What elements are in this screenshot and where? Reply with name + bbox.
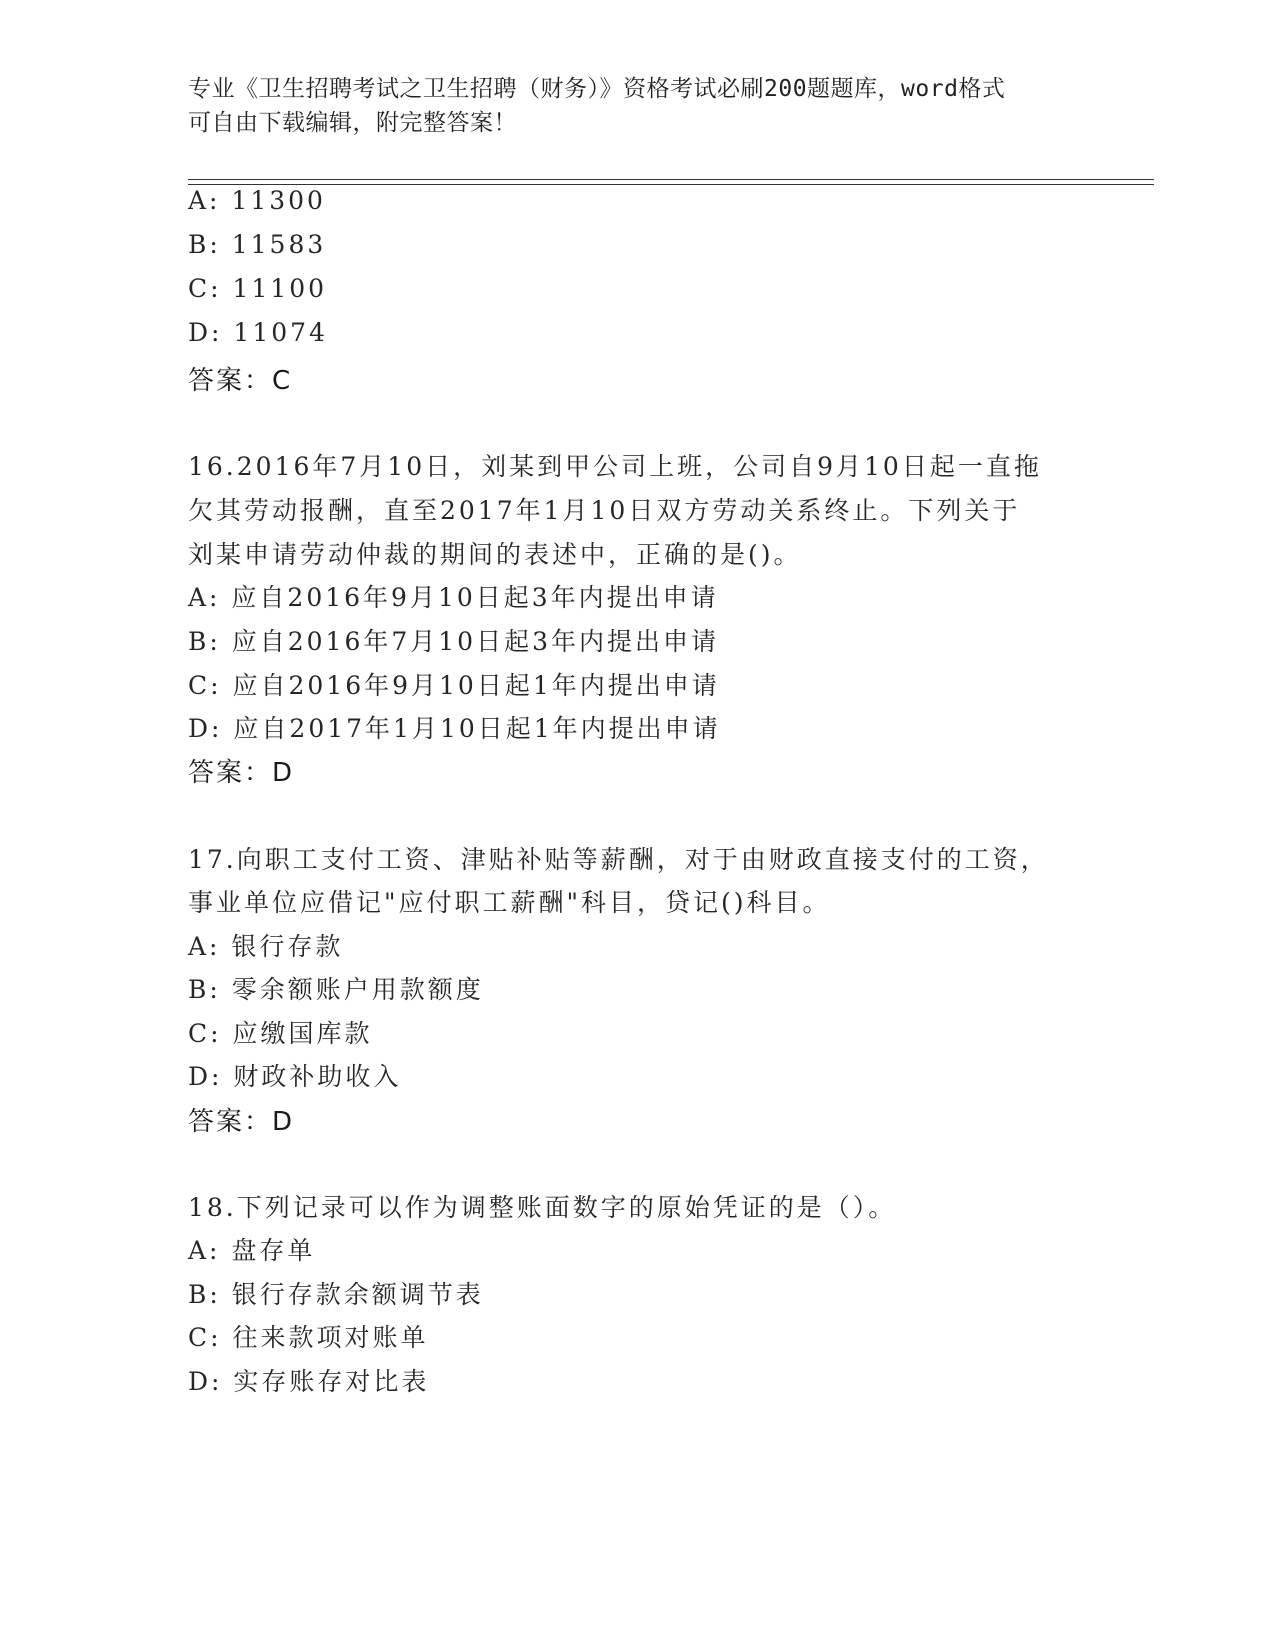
- q18-option-c: C: 往来款项对账单: [188, 1323, 429, 1352]
- q16-stem-line-1: 16.2016年7月10日，刘某到甲公司上班，公司自9月10日起一直拖: [188, 452, 1042, 481]
- q18-option-a: A: 盘存单: [188, 1236, 316, 1265]
- q17-option-a: A: 银行存款: [188, 932, 344, 961]
- header-line-1: 专业《卫生招聘考试之卫生招聘（财务）》资格考试必刷200题题库，word格式: [188, 76, 1006, 102]
- q15-option-c: C: 11100: [188, 274, 328, 303]
- header-divider: [188, 179, 1154, 185]
- document-header: [188, 72, 1088, 140]
- q18-option-b: B: 银行存款余额调节表: [188, 1280, 484, 1309]
- q17-stem-line-2: 事业单位应借记"应付职工薪酬"科目，贷记()科目。: [188, 888, 831, 917]
- q15-answer: 答案：C: [188, 366, 293, 396]
- q15-option-b: B: 11583: [188, 230, 327, 259]
- q17-answer: 答案：D: [188, 1107, 295, 1137]
- q17-option-c: C: 应缴国库款: [188, 1019, 373, 1048]
- q15-option-d: D: 11074: [188, 318, 328, 347]
- q17-option-b: B: 零余额账户用款额度: [188, 975, 484, 1004]
- header-line-2: 可自由下载编辑，附完整答案！: [188, 110, 517, 136]
- q16-option-c: C: 应自2016年9月10日起1年内提出申请: [188, 671, 720, 700]
- q15-option-a: A: 11300: [188, 186, 326, 215]
- q16-option-d: D: 应自2017年1月10日起1年内提出申请: [188, 714, 721, 743]
- q16-stem-line-2: 欠其劳动报酬，直至2017年1月10日双方劳动关系终止。下列关于: [188, 496, 1021, 525]
- q17-stem-line-1: 17.向职工支付工资、津贴补贴等薪酬，对于由财政直接支付的工资，: [188, 845, 1049, 874]
- q18-option-d: D: 实存账存对比表: [188, 1367, 430, 1396]
- q16-stem-line-3: 刘某申请劳动仲裁的期间的表述中，正确的是()。: [188, 540, 802, 569]
- q17-option-d: D: 财政补助收入: [188, 1062, 402, 1091]
- q18-stem-line-1: 18.下列记录可以作为调整账面数字的原始凭证的是（）。: [188, 1193, 897, 1222]
- q16-option-b: B: 应自2016年7月10日起3年内提出申请: [188, 627, 719, 656]
- q16-option-a: A: 应自2016年9月10日起3年内提出申请: [188, 583, 719, 612]
- q16-answer: 答案：D: [188, 758, 295, 788]
